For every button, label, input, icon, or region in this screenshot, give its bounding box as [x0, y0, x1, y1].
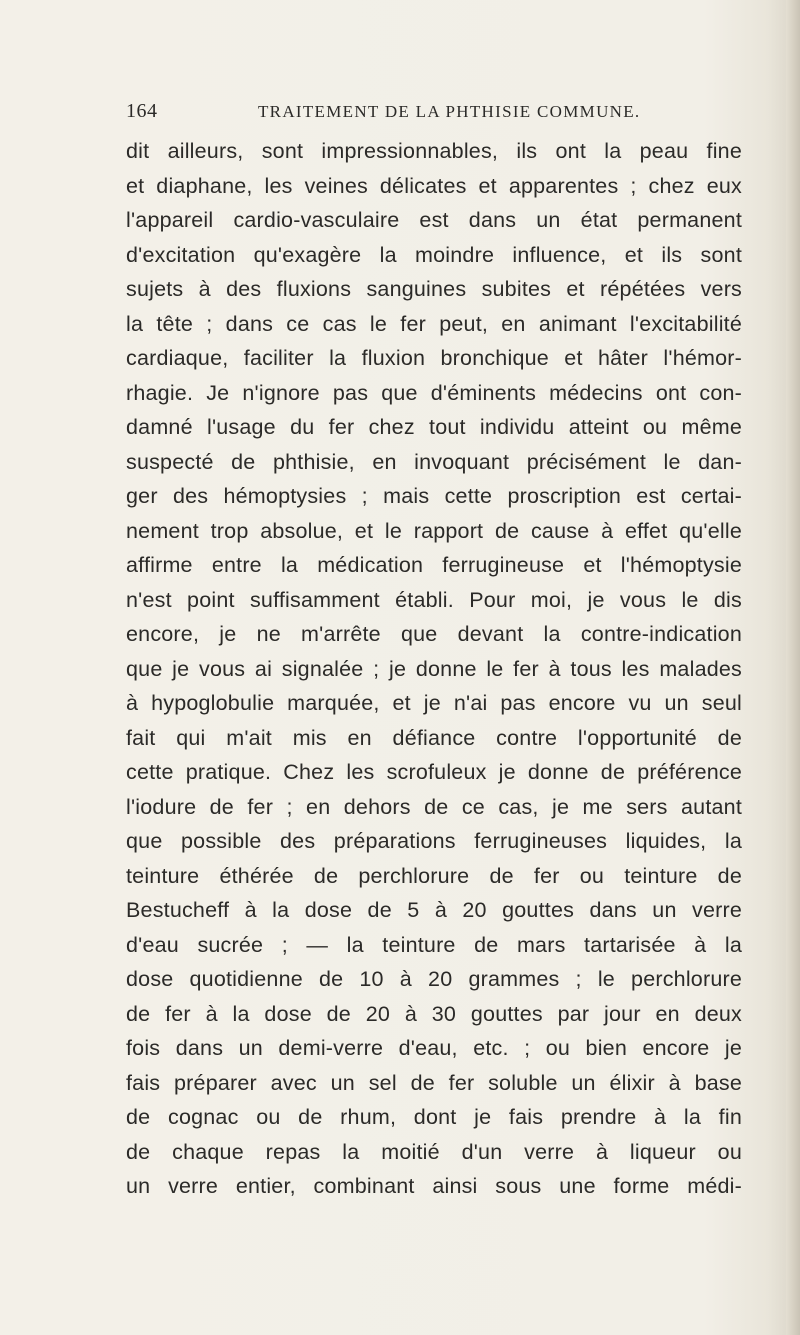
- body-text: [126, 134, 742, 1204]
- text-line: suspecté de phthisie, en invoquant précisément le dan-: [126, 449, 742, 474]
- text-line: de cognac ou de rhum, dont je fais prendre à la fin: [126, 1105, 742, 1129]
- text-line: d'eau sucrée ; — la teinture de mars tartarisée à la: [126, 932, 742, 957]
- page-number: 164: [126, 100, 158, 122]
- text-line: affirme entre la médication ferrugineuse et l'hémoptysie: [126, 553, 742, 577]
- text-line: que je vous ai signalée ; je donne le fer à tous les malades: [126, 656, 742, 681]
- page-header: [126, 100, 742, 128]
- page-edge-shadow: [786, 0, 800, 1335]
- text-line: ger des hémoptysies ; mais cette proscription est certai-: [126, 484, 742, 508]
- text-line: de chaque repas la moitié d'un verre à liqueur ou: [126, 1139, 742, 1164]
- text-line: dit ailleurs, sont impressionnables, ils ont la peau fine: [126, 139, 742, 163]
- text-line: de fer à la dose de 20 à 30 gouttes par jour en deux: [126, 1001, 742, 1026]
- text-line: nement trop absolue, et le rapport de cause à effet qu'elle: [126, 518, 742, 543]
- text-line: la tête ; dans ce cas le fer peut, en animant l'excitabilité: [126, 311, 742, 336]
- text-line: d'excitation qu'exagère la moindre influence, et ils sont: [126, 242, 742, 267]
- text-line: n'est point suffisamment établi. Pour moi, je vous le dis: [126, 587, 742, 612]
- text-line: fait qui m'ait mis en défiance contre l'opportunité de: [126, 725, 742, 750]
- text-line: Bestucheff à la dose de 5 à 20 gouttes dans un verre: [126, 898, 742, 922]
- text-line: teinture éthérée de perchlorure de fer ou teinture de: [126, 863, 742, 888]
- running-title: TRAITEMENT DE LA PHTHISIE COMMUNE.: [258, 102, 641, 121]
- text-line: un verre entier, combinant ainsi sous une forme médi-: [126, 1174, 742, 1198]
- text-line: fais préparer avec un sel de fer soluble un élixir à base: [126, 1070, 742, 1095]
- text-line: l'appareil cardio-vasculaire est dans un état permanent: [126, 208, 742, 232]
- text-line: fois dans un demi-verre d'eau, etc. ; ou bien encore je: [126, 1036, 742, 1060]
- text-line: cette pratique. Chez les scrofuleux je donne de préférence: [126, 760, 742, 784]
- text-line: que possible des préparations ferrugineuses liquides, la: [126, 829, 742, 853]
- text-line: et diaphane, les veines délicates et apparentes ; chez eux: [126, 173, 742, 198]
- text-line: encore, je ne m'arrête que devant la contre-indication: [126, 622, 742, 646]
- text-line: rhagie. Je n'ignore pas que d'éminents médecins ont con-: [126, 380, 742, 405]
- text-line: dose quotidienne de 10 à 20 grammes ; le perchlorure: [126, 967, 742, 991]
- text-line: à hypoglobulie marquée, et je n'ai pas encore vu un seul: [126, 691, 742, 715]
- text-line: l'iodure de fer ; en dehors de ce cas, je me sers autant: [126, 794, 742, 819]
- text-line: cardiaque, faciliter la fluxion bronchique et hâter l'hémor-: [126, 346, 742, 370]
- text-line: damné l'usage du fer chez tout individu atteint ou même: [126, 415, 742, 439]
- text-line: sujets à des fluxions sanguines subites et répétées vers: [126, 277, 742, 301]
